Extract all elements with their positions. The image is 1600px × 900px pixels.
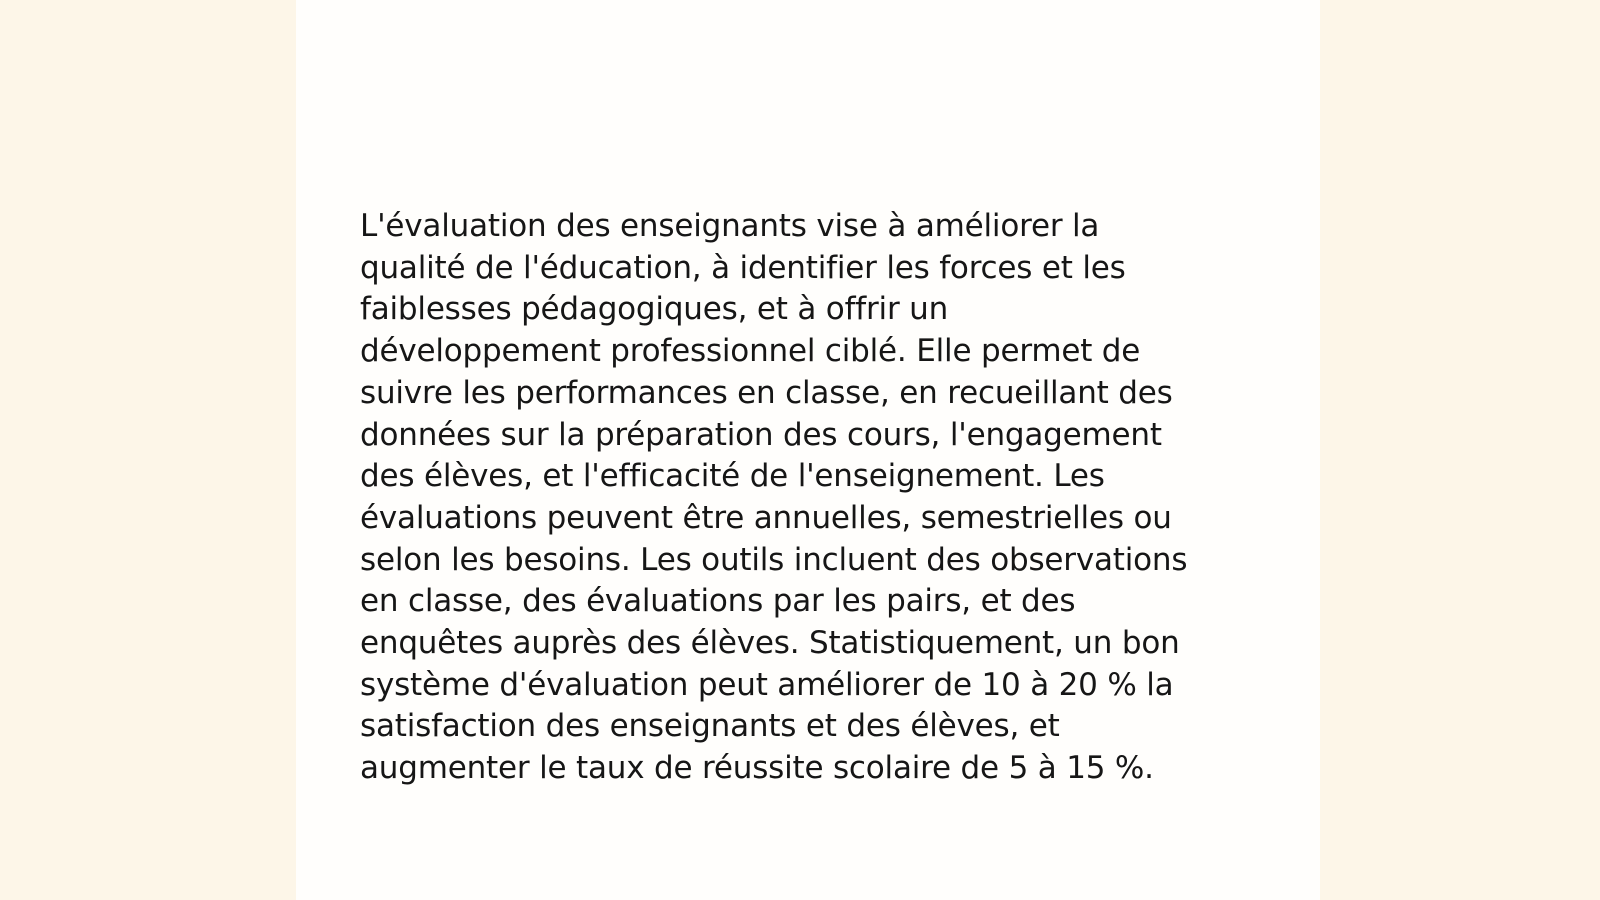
body-paragraph: L'évaluation des enseignants vise à améliorer la qualité de l'éducation, à identifier les forces et les faiblesses pédagogiques, et à offrir un développement professionnel ciblé. Elle permet de suivre les performances en classe, en recueillant des données sur la préparation des cours, l'engagement des élèves, et l'efficacité de l'enseignement. Les évaluations peuvent être annuelles, semestrielles ou selon les besoins. Les outils incluent des observations en classe, des évaluations par les pairs, et des enquêtes auprès des élèves. Statistiquement, un bon système d'évaluation peut améliorer de 10 à 20 % la satisfaction des enseignants et des élèves, et augmenter le taux de réussite scolaire de 5 à 15 %. [360, 208, 1188, 787]
document-page [296, 0, 1320, 900]
